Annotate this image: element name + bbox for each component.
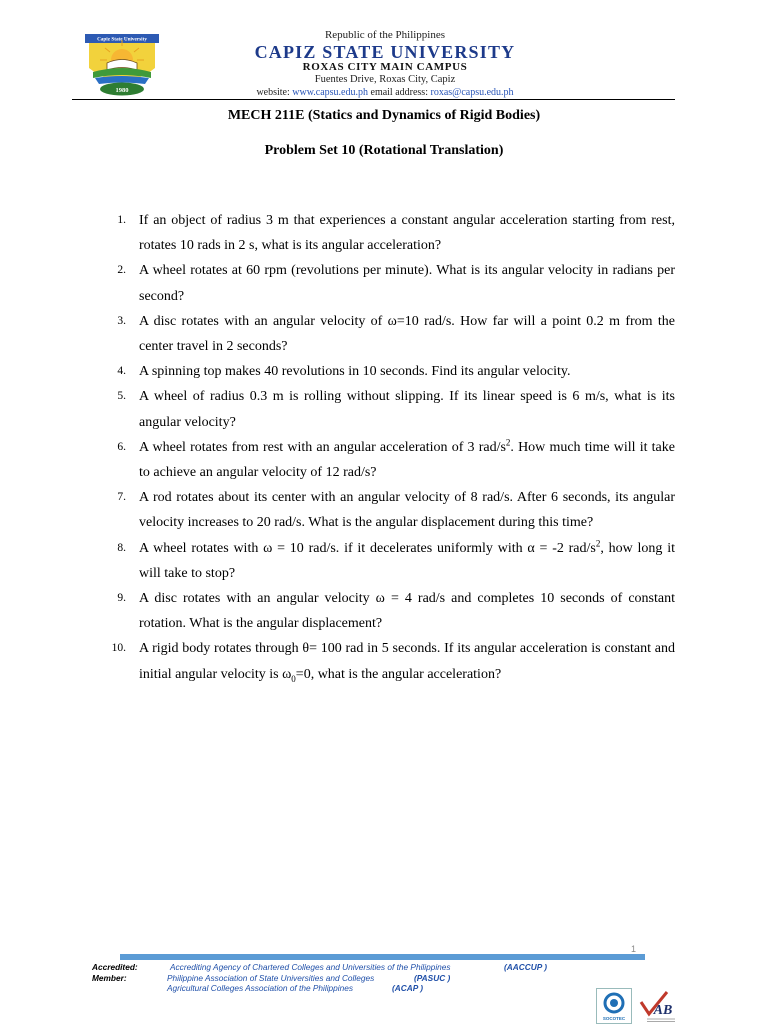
list-item bbox=[100, 485, 675, 535]
problem-list bbox=[100, 208, 675, 687]
campus-address: Fuentes Drive, Roxas City, Capiz bbox=[314, 74, 456, 85]
website-label: website: bbox=[256, 86, 290, 98]
item-text-part: =0, what is the angular acceleration? bbox=[295, 666, 502, 682]
list-item bbox=[100, 536, 675, 586]
list-item bbox=[100, 208, 675, 258]
svg-text:1980: 1980 bbox=[115, 87, 129, 94]
letterhead bbox=[190, 30, 580, 98]
university-seal-logo bbox=[85, 34, 159, 96]
ab-accreditation-badge bbox=[637, 988, 679, 1024]
item-number: 1. bbox=[117, 214, 126, 226]
item-text: A wheel of radius 0.3 m is rolling without slipping. If its linear speed is 6 m/s, what is its angular velocity? bbox=[139, 389, 675, 430]
accreditation-footer bbox=[92, 962, 592, 994]
item-number: 5. bbox=[117, 390, 126, 403]
list-item bbox=[100, 258, 675, 308]
org-name: Agricultural Colleges Association of the Philippines bbox=[167, 983, 354, 993]
item-number: 4. bbox=[117, 365, 126, 378]
item-number: 2. bbox=[117, 264, 126, 277]
item-text: A wheel rotates at 60 rpm (revolutions per minute). What is its angular velocity in radians per second? bbox=[139, 263, 675, 304]
item-text: A spinning top makes 40 revolutions in 10 seconds. Find its angular velocity. bbox=[139, 364, 571, 380]
list-item bbox=[100, 586, 675, 636]
item-text-part: A wheel rotates with ω = 10 rad/s. if it decelerates uniformly with α = -2 rad/s bbox=[139, 540, 596, 556]
footer-row bbox=[92, 983, 592, 994]
subscript: 0 bbox=[291, 673, 296, 684]
item-text bbox=[139, 641, 675, 684]
item-number: 3. bbox=[117, 314, 126, 327]
badge-socotec-text: SOCOTEC bbox=[602, 1016, 626, 1021]
item-text bbox=[139, 437, 675, 481]
list-item bbox=[100, 309, 675, 359]
item-number: 6. bbox=[117, 440, 126, 453]
svg-text:Capiz State University: Capiz State University bbox=[97, 36, 147, 43]
email-label: email address: bbox=[370, 86, 428, 98]
accredited-label: Accredited: bbox=[92, 962, 138, 972]
item-number: 10. bbox=[111, 642, 126, 655]
item-text: A rod rotates about its center with an angular velocity of 8 rad/s. After 6 seconds, its angular velocity increases to 20 rad/s. What is the angular displacement during this time? bbox=[139, 490, 675, 531]
footer-row bbox=[92, 973, 592, 984]
email-link[interactable]: roxas@capsu.edu.ph bbox=[430, 86, 514, 98]
republic-line: Republic of the Philippines bbox=[324, 29, 446, 41]
item-text: If an object of radius 3 m that experiences a constant angular acceleration starting from rest, rotates 10 rads in 2 s, what is its angular acceleration? bbox=[139, 213, 675, 254]
item-number: 8. bbox=[117, 541, 126, 554]
item-text: A disc rotates with an angular velocity ω = 4 rad/s and completes 10 seconds of constant rotation. What is the angular displacement? bbox=[139, 591, 675, 632]
item-number: 7. bbox=[117, 491, 126, 504]
org-abbreviation: (ACAP ) bbox=[392, 983, 424, 993]
member-label: Member: bbox=[92, 972, 127, 983]
university-name: CAPIZ STATE UNIVERSITY bbox=[254, 42, 516, 62]
exponent: 2 bbox=[505, 437, 511, 448]
item-text bbox=[139, 537, 675, 581]
footer-bar bbox=[120, 954, 645, 960]
footer-row bbox=[92, 962, 592, 973]
item-text-part: A rigid body rotates through θ= 100 rad in 5 seconds. If its angular acceleration is constant and initial angular velocity is ω bbox=[139, 641, 675, 682]
page-number: 1 bbox=[631, 944, 637, 954]
socotec-certification-badge bbox=[596, 988, 632, 1024]
org-name: Accrediting Agency of Chartered Colleges and Universities of the Philippines bbox=[170, 962, 451, 972]
item-text-part: . How much time will it take to achieve an angular velocity of 12 rad/s? bbox=[139, 439, 675, 481]
exponent: 2 bbox=[595, 537, 601, 548]
problem-set-title: Problem Set 10 (Rotational Translation) bbox=[264, 143, 504, 158]
org-name: Philippine Association of State Universities and Colleges bbox=[167, 972, 375, 983]
item-text-part: , how long it will take to stop? bbox=[139, 540, 675, 581]
list-item bbox=[100, 636, 675, 686]
item-text-part: A wheel rotates from rest with an angular acceleration of 3 rad/s bbox=[139, 439, 506, 455]
list-item bbox=[100, 435, 675, 485]
org-abbreviation: (AACCUP ) bbox=[504, 962, 548, 972]
item-number: 9. bbox=[117, 592, 126, 605]
item-text: A disc rotates with an angular velocity of ω=10 rad/s. How far will a point 0.2 m from the center travel in 2 seconds? bbox=[139, 313, 675, 355]
campus-name: ROXAS CITY MAIN CAMPUS bbox=[302, 61, 468, 73]
badge-ab-text: AB bbox=[653, 1003, 673, 1018]
contact-line bbox=[190, 88, 580, 98]
list-item bbox=[100, 384, 675, 434]
website-link[interactable]: www.capsu.edu.ph bbox=[292, 86, 368, 98]
list-item bbox=[100, 359, 675, 384]
header-divider bbox=[72, 99, 675, 100]
course-title: MECH 211E (Statics and Dynamics of Rigid Bodies) bbox=[227, 108, 541, 123]
org-abbreviation: (PASUC ) bbox=[414, 972, 451, 983]
